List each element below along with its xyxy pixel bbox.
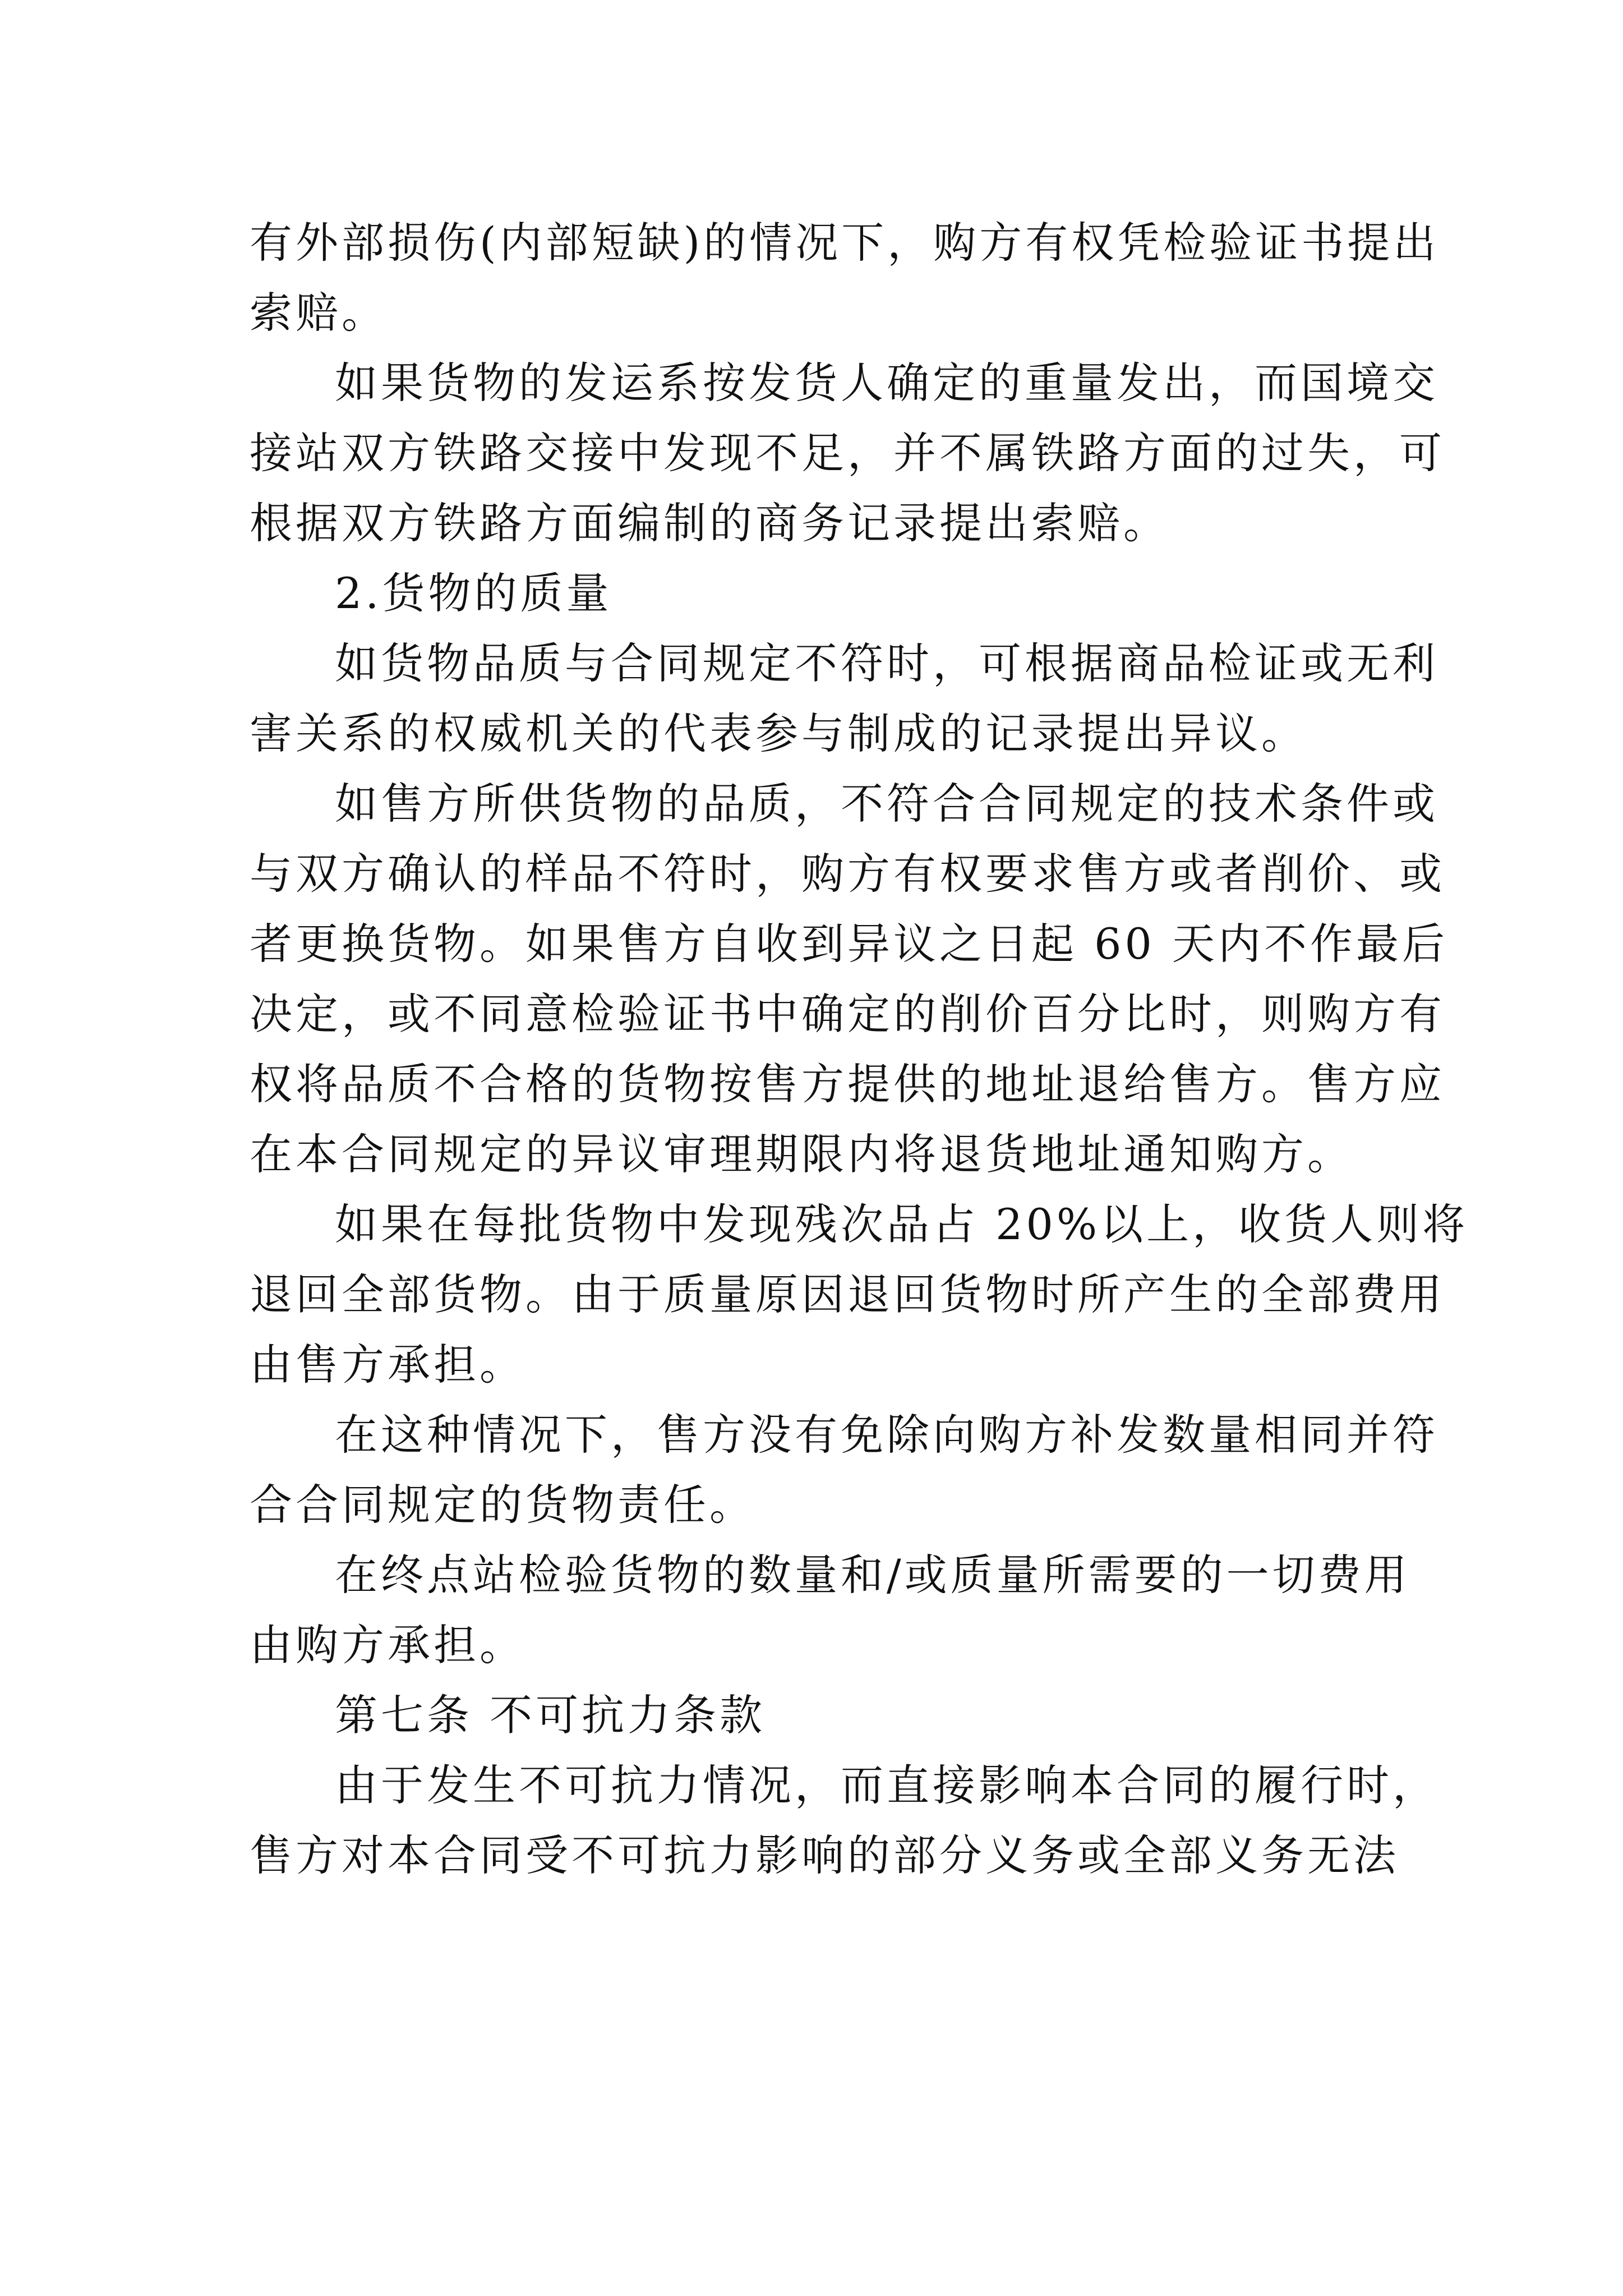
text-line: 者更换货物。如果售方自收到异议之日起 60 天内不作最后 [250,919,1449,969]
text-line: 索赔。 [250,288,388,338]
text-line: 有外部损伤(内部短缺)的情况下，购方有权凭检验证书提出 [250,218,1440,268]
text-line: 售方对本合同受不可抗力影响的部分义务或全部义务无法 [250,1830,1399,1880]
contract-text-body [250,208,1469,1890]
text-line: 如果货物的发运系按发货人确定的重量发出，而国境交 [335,358,1438,408]
text-line: 如售方所供货物的品质，不符合合同规定的技术条件或 [335,779,1438,829]
text-line: 由购方承担。 [250,1620,525,1670]
text-line: 合合同规定的货物责任。 [250,1480,755,1530]
text-line: 害关系的权威机关的代表参与制成的记录提出异议。 [250,708,1307,758]
text-line: 如果在每批货物中发现残次品占 20%以上，收货人则将 [335,1199,1469,1249]
text-line: 在本合同规定的异议审理期限内将退货地址通知购方。 [250,1129,1353,1179]
text-line: 由于发生不可抗力情况，而直接影响本合同的履行时， [335,1760,1438,1810]
text-line: 在终点站检验货物的数量和/或质量所需要的一切费用 [335,1550,1410,1600]
text-line: 与双方确认的样品不符时，购方有权要求售方或者削价、或 [250,849,1445,899]
text-line: 在这种情况下，售方没有免除向购方补发数量相同并符 [335,1410,1438,1460]
text-line: 决定，或不同意检验证书中确定的削价百分比时，则购方有 [250,989,1445,1039]
text-line: 如货物品质与合同规定不符时，可根据商品检证或无利 [335,638,1438,688]
text-line: 权将品质不合格的货物按售方提供的地址退给售方。售方应 [250,1059,1445,1109]
text-line: 退回全部货物。由于质量原因退回货物时所产生的全部费用 [250,1269,1445,1319]
text-line: 第七条 不可抗力条款 [335,1690,766,1740]
text-line: 由售方承担。 [250,1340,525,1389]
text-line: 2.货物的质量 [335,568,612,618]
text-line: 根据双方铁路方面编制的商务记录提出索赔。 [250,498,1169,548]
text-line: 接站双方铁路交接中发现不足，并不属铁路方面的过失，可 [250,428,1445,478]
